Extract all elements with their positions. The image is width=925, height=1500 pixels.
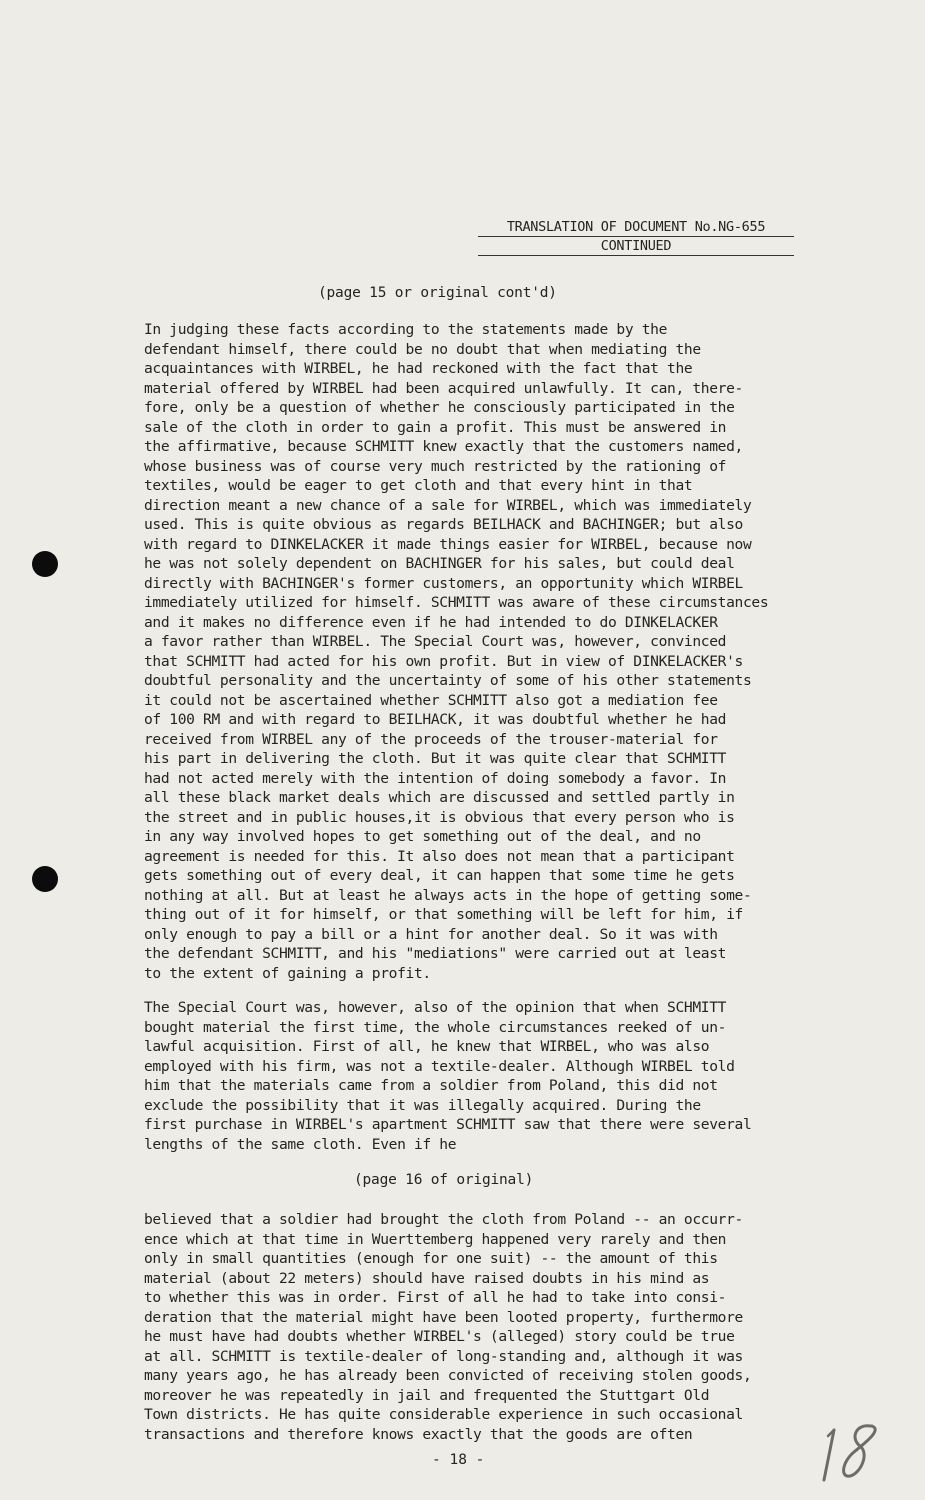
text-line: to whether this was in order. First of all he had to take into consi- bbox=[144, 1289, 727, 1306]
text-line: nothing at all. But at least he always acts in the hope of getting some- bbox=[144, 886, 752, 904]
text-line: it could not be ascertained whether SCHMITT also got a mediation fee bbox=[144, 691, 718, 709]
text-line: that SCHMITT had acted for his own profit. But in view of DINKELACKER's bbox=[144, 652, 743, 670]
text-line: ence which at that time in Wuerttemberg happened very rarely and then bbox=[144, 1230, 727, 1248]
text-line: immediately utilized for himself. SCHMITT was aware of these circumstances bbox=[144, 594, 769, 611]
text-line: had not acted merely with the intention of doing somebody a favor. In bbox=[144, 769, 727, 787]
text-line: and it makes no difference even if he had intended to do DINKELACKER bbox=[144, 613, 718, 631]
text-line: believed that a soldier had brought the cloth from Poland -- an occurr- bbox=[144, 1211, 743, 1228]
text-line: exclude the possibility that it was illegally acquired. During the bbox=[144, 1096, 701, 1114]
text-line: he was not solely dependent on BACHINGER for his sales, but could deal bbox=[144, 555, 735, 572]
text-line: at all. SCHMITT is textile-dealer of long-standing and, although it was bbox=[144, 1347, 743, 1365]
handwritten-page-number bbox=[820, 1418, 890, 1488]
text-line: the affirmative, because SCHMITT knew exactly that the customers named, bbox=[144, 438, 743, 455]
text-line: used. This is quite obvious as regards BEILHACK and BACHINGER; but also bbox=[144, 516, 743, 533]
text-line: a favor rather than WIRBEL. The Special Court was, however, convinced bbox=[144, 633, 727, 650]
text-line: doubtful personality and the uncertainty of some of his other statements bbox=[144, 672, 752, 689]
page-reference-16: (page 16 of original) bbox=[354, 1172, 534, 1188]
text-line: lengths of the same cloth. Even if he bbox=[144, 1135, 457, 1153]
paragraph-1 bbox=[144, 320, 768, 983]
text-line: only enough to pay a bill or a hint for another deal. So it was with bbox=[144, 925, 718, 943]
text-line: material (about 22 meters) should have raised doubts in his mind as bbox=[144, 1269, 710, 1287]
text-line: fore, only be a question of whether he consciously participated in the bbox=[144, 399, 735, 416]
text-line: employed with his firm, was not a textile-dealer. Although WIRBEL told bbox=[144, 1057, 735, 1075]
text-line: gets something out of every deal, it can happen that some time he gets bbox=[144, 867, 735, 884]
page-reference-15: (page 15 or original cont'd) bbox=[318, 285, 557, 301]
text-line: of 100 RM and with regard to BEILHACK, it was doubtful whether he had bbox=[144, 711, 727, 728]
text-line: deration that the material might have been looted property, furthermore bbox=[144, 1308, 743, 1326]
text-line: only in small quantities (enough for one suit) -- the amount of this bbox=[144, 1250, 718, 1267]
text-line: Town districts. He has quite considerable experience in such occasional bbox=[144, 1406, 743, 1423]
text-line: first purchase in WIRBEL's apartment SCHMITT saw that there were several bbox=[144, 1116, 752, 1133]
text-line: him that the materials came from a soldier from Poland, this did not bbox=[144, 1077, 718, 1094]
text-line: his part in delivering the cloth. But it was quite clear that SCHMITT bbox=[144, 750, 727, 767]
text-line: thing out of it for himself, or that something will be left for him, if bbox=[144, 906, 743, 923]
text-line: directly with BACHINGER's former customers, an opportunity which WIRBEL bbox=[144, 574, 743, 592]
text-line: In judging these facts according to the statements made by the bbox=[144, 321, 668, 338]
header-title: TRANSLATION OF DOCUMENT No.NG-655 bbox=[478, 218, 794, 237]
page-number: - 18 - bbox=[432, 1452, 485, 1468]
text-line: he must have had doubts whether WIRBEL's (alleged) story could be true bbox=[144, 1328, 735, 1345]
header-subtitle: CONTINUED bbox=[478, 237, 794, 256]
text-line: direction meant a new chance of a sale for WIRBEL, which was immediately bbox=[144, 496, 752, 514]
text-line: the defendant SCHMITT, and his "mediations" were carried out at least bbox=[144, 945, 727, 962]
text-line: material offered by WIRBEL had been acquired unlawfully. It can, there- bbox=[144, 379, 743, 397]
text-line: sale of the cloth in order to gain a profit. This must be answered in bbox=[144, 418, 727, 436]
text-line: with regard to DINKELACKER it made things easier for WIRBEL, because now bbox=[144, 535, 752, 553]
text-line: textiles, would be eager to get cloth and that every hint in that bbox=[144, 477, 693, 494]
paragraph-2 bbox=[144, 998, 751, 1154]
punch-hole-top bbox=[32, 551, 58, 577]
text-line: transactions and therefore knows exactly that the goods are often bbox=[144, 1425, 693, 1443]
punch-hole-bottom bbox=[32, 866, 58, 892]
text-line: moreover he was repeatedly in jail and frequented the Stuttgart Old bbox=[144, 1386, 710, 1404]
text-line: received from WIRBEL any of the proceeds of the trouser-material for bbox=[144, 730, 718, 748]
text-line: to the extent of gaining a profit. bbox=[144, 964, 431, 982]
document-header bbox=[478, 218, 794, 256]
text-line: agreement is needed for this. It also does not mean that a participant bbox=[144, 847, 735, 865]
text-line: the street and in public houses,it is obvious that every person who is bbox=[144, 808, 735, 826]
text-line: whose business was of course very much restricted by the rationing of bbox=[144, 457, 727, 475]
text-line: all these black market deals which are discussed and settled partly in bbox=[144, 789, 735, 806]
text-line: The Special Court was, however, also of the opinion that when SCHMITT bbox=[144, 999, 727, 1016]
text-line: bought material the first time, the whole circumstances reeked of un- bbox=[144, 1018, 727, 1036]
text-line: in any way involved hopes to get something out of the deal, and no bbox=[144, 828, 701, 845]
text-line: many years ago, he has already been convicted of receiving stolen goods, bbox=[144, 1367, 752, 1384]
paragraph-3 bbox=[144, 1210, 751, 1444]
text-line: defendant himself, there could be no doubt that when mediating the bbox=[144, 340, 701, 358]
text-line: acquaintances with WIRBEL, he had reckoned with the fact that the bbox=[144, 360, 693, 377]
text-line: lawful acquisition. First of all, he knew that WIRBEL, who was also bbox=[144, 1038, 710, 1055]
